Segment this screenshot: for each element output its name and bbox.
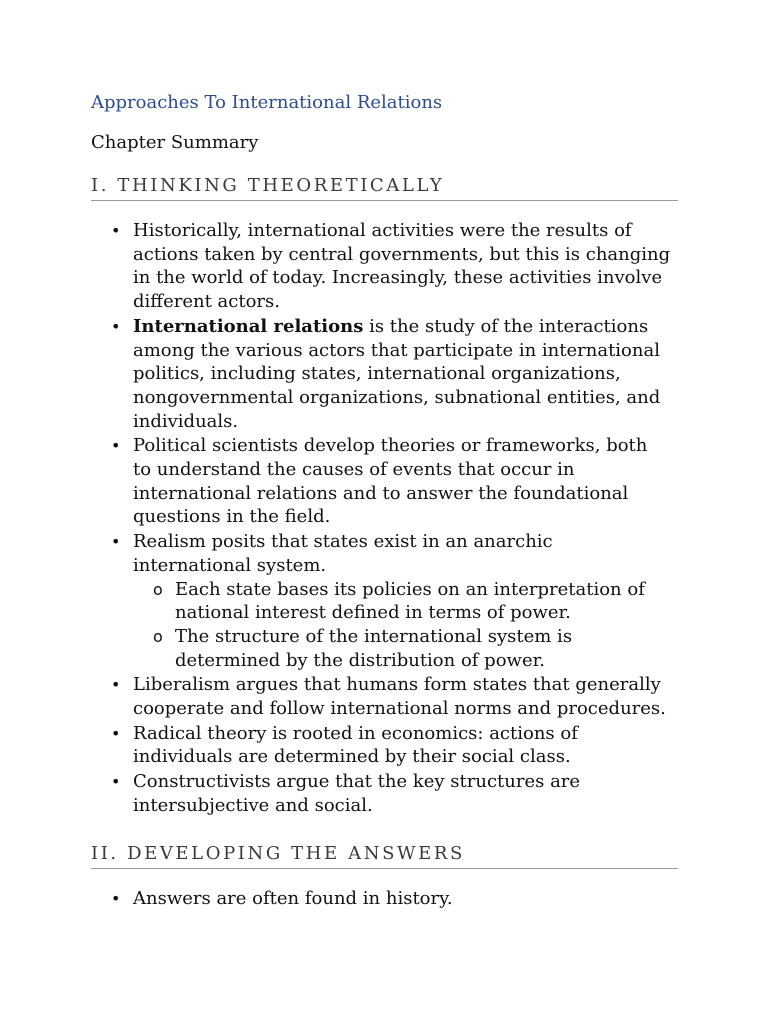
- sub-bullet-text: The structure of the international system is determined by the distribution of power.: [175, 625, 573, 671]
- bullet-item: [91, 530, 671, 672]
- bullet-item: [91, 434, 671, 529]
- bullet-text: Constructivists argue that the key structures are intersubjective and social.: [133, 771, 581, 816]
- document-title: Approaches To International Relations: [91, 92, 443, 113]
- sub-bullet-list: [133, 578, 671, 673]
- bullet-text: Answers are often found in history.: [133, 888, 453, 909]
- bullet-text: Liberalism argues that humans form states that generally cooperate and follow international norms and procedures.: [133, 674, 666, 720]
- document-subtitle: Chapter Summary: [91, 132, 259, 153]
- section-1-bullet-list: [91, 219, 671, 819]
- sub-bullet-text: Each state bases its policies on an interpretation of national interest defined in terms of power.: [175, 578, 645, 624]
- bullet-item: [91, 770, 671, 817]
- bullet-item: [91, 887, 671, 911]
- bullet-text: Political scientists develop theories or frameworks, both to understand the causes of events that occur in international relations and to answer the foundational questions in the field.: [133, 435, 648, 528]
- bullet-item: [91, 673, 671, 720]
- bullet-text: Radical theory is rooted in economics: actions of individuals are determined by their social class.: [133, 722, 578, 768]
- bullet-text: Historically, international activities were the results of actions taken by central governments, but this is changing in the world of today. Increasingly, these activities involve different actors.: [133, 220, 671, 313]
- sub-bullet-item: [133, 578, 671, 625]
- section-heading-developing-the-answers: II. DEVELOPING THE ANSWERS: [91, 843, 678, 869]
- bullet-item: [91, 315, 671, 434]
- section-heading-thinking-theoretically: I. THINKING THEORETICALLY: [91, 175, 678, 201]
- section-2-bullet-list: [91, 887, 671, 912]
- bullet-item: [91, 722, 671, 769]
- bullet-text: Realism posits that states exist in an anarchic international system.: [133, 531, 553, 576]
- bullet-item: [91, 219, 671, 314]
- bullet-text: is the study of the interactions among the various actors that participate in international politics, including states, international organizations, nongovernmental organizations, subnational entities, and individuals.: [133, 315, 661, 432]
- bullet-bold-term: International relations: [133, 315, 364, 337]
- sub-bullet-item: [133, 625, 671, 672]
